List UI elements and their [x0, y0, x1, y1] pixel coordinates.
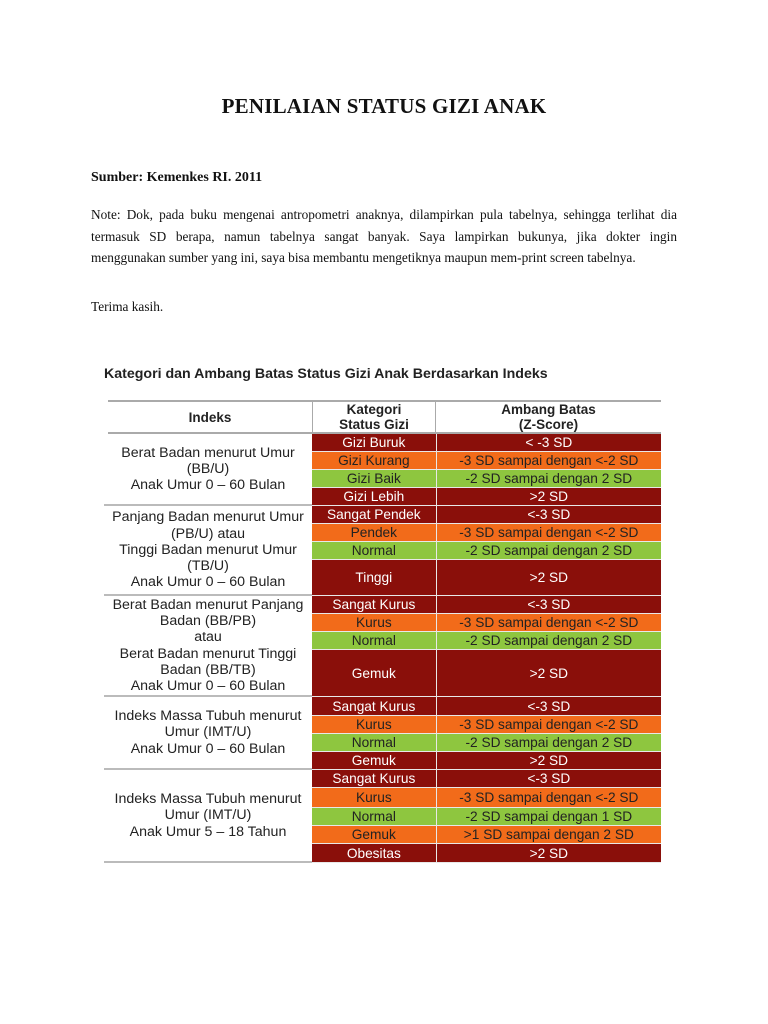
indeks-line: (TB/U) [187, 558, 229, 575]
indeks-cell [104, 434, 312, 506]
header-indeks-label: Indeks [188, 409, 232, 425]
table-row [312, 434, 661, 452]
kategori-cell: Gemuk [312, 752, 437, 769]
ambang-cell: >2 SD [437, 560, 661, 595]
kategori-cell: Gizi Buruk [312, 434, 437, 451]
table-row [312, 632, 661, 650]
table-row [312, 614, 661, 632]
ambang-cell: >2 SD [437, 752, 661, 769]
ambang-cell: >2 SD [437, 844, 661, 862]
ambang-cell: <-3 SD [437, 770, 661, 787]
ambang-cell: -3 SD sampai dengan <-2 SD [437, 524, 661, 541]
kategori-cell: Kurus [312, 614, 437, 631]
ambang-cell: -2 SD sampai dengan 1 SD [437, 808, 661, 825]
table-row [312, 752, 661, 770]
kategori-cell: Gemuk [312, 826, 437, 843]
table-row [312, 697, 661, 716]
table-row [312, 470, 661, 488]
indeks-line: Umur (IMT/U) [164, 807, 252, 824]
indeks-line: Anak Umur 0 – 60 Bulan [130, 740, 286, 757]
indeks-line: (PB/U) atau [170, 525, 246, 542]
kategori-cell: Sangat Pendek [312, 506, 437, 523]
header-ambang [436, 400, 661, 434]
table-row [312, 808, 661, 826]
table-row [312, 650, 661, 697]
indeks-line: Tinggi Badan menurut Umur [119, 541, 297, 558]
indeks-cell [104, 697, 312, 770]
indeks-line: atau [194, 629, 222, 646]
header-indeks [108, 400, 312, 434]
table-row [312, 844, 661, 863]
indeks-line: Anak Umur 0 – 60 Bulan [130, 678, 286, 695]
kategori-cell: Gemuk [312, 650, 437, 696]
thanks-text: Terima kasih. [91, 299, 164, 314]
indeks-line: Berat Badan menurut Tinggi [119, 645, 297, 662]
indeks-line: Umur (IMT/U) [164, 724, 252, 741]
ambang-cell: -2 SD sampai dengan 2 SD [437, 734, 661, 751]
ambang-cell: -2 SD sampai dengan 2 SD [437, 632, 661, 649]
kategori-cell: Gizi Baik [312, 470, 437, 487]
indeks-line: Panjang Badan menurut Umur [112, 509, 304, 526]
table-row [312, 826, 661, 844]
ambang-cell: -3 SD sampai dengan <-2 SD [437, 452, 661, 469]
header-ambang-line2: (Z-Score) [518, 417, 579, 432]
table-row [312, 788, 661, 808]
ambang-cell: <-3 SD [437, 506, 661, 523]
indeks-line: Anak Umur 0 – 60 Bulan [130, 574, 286, 591]
indeks-line: Berat Badan menurut Panjang [112, 596, 304, 613]
kategori-cell: Sangat Kurus [312, 697, 437, 715]
kategori-cell: Kurus [312, 788, 437, 807]
kategori-cell: Gizi Lebih [312, 488, 437, 505]
kategori-cell: Sangat Kurus [312, 770, 437, 787]
kategori-cell: Obesitas [312, 844, 437, 862]
table-row [312, 524, 661, 542]
header-ambang-line1: Ambang Batas [501, 402, 596, 417]
ambang-cell: >1 SD sampai dengan 2 SD [437, 826, 661, 843]
header-kategori-line1: Kategori [346, 402, 402, 417]
indeks-cell [104, 506, 312, 596]
source-citation: Sumber: Kemenkes RI. 2011 [91, 170, 263, 185]
indeks-line: Berat Badan menurut Umur [121, 444, 295, 461]
indeks-line: (BB/U) [186, 460, 230, 477]
page-title: PENILAIAN STATUS GIZI ANAK [221, 94, 547, 118]
indeks-line: Indeks Massa Tubuh menurut [114, 791, 302, 808]
indeks-cell [104, 770, 312, 863]
header-kategori [312, 400, 436, 434]
table-row [312, 542, 661, 560]
indeks-cell [104, 596, 312, 697]
indeks-line: Indeks Massa Tubuh menurut [114, 708, 302, 725]
ambang-cell: <-3 SD [437, 596, 661, 613]
nutrition-status-table-image [104, 360, 664, 866]
header-kategori-line2: Status Gizi [339, 417, 409, 432]
ambang-cell: -3 SD sampai dengan <-2 SD [437, 716, 661, 733]
kategori-cell: Pendek [312, 524, 437, 541]
ambang-cell: -3 SD sampai dengan <-2 SD [437, 614, 661, 631]
table-row [312, 734, 661, 752]
table-row [312, 770, 661, 788]
table-row [312, 716, 661, 734]
note-paragraph: Note: Dok, pada buku mengenai antropometri anaknya, dilampirkan pula tabelnya, sehingga terlihat dia termasuk SD berapa, namun tabelnya sangat banyak. Saya lampirkan bukunya, jika dokter ingin menggunakan sumber yang ini, saya bisa membantu mengetiknya maupun mem-print screen tabelnya. [91, 207, 677, 265]
ambang-cell: >2 SD [437, 650, 661, 696]
ambang-cell: -3 SD sampai dengan <-2 SD [437, 788, 661, 807]
table-row [312, 596, 661, 614]
kategori-cell: Sangat Kurus [312, 596, 437, 613]
indeks-line: Badan (BB/PB) [159, 612, 257, 629]
table-row [312, 488, 661, 506]
kategori-cell: Kurus [312, 716, 437, 733]
ambang-cell: >2 SD [437, 488, 661, 505]
kategori-cell: Normal [312, 542, 437, 559]
table-title: Kategori dan Ambang Batas Status Gizi Anak Berdasarkan Indeks [104, 366, 548, 382]
table-row [312, 452, 661, 470]
indeks-line: Anak Umur 5 – 18 Tahun [129, 823, 287, 840]
kategori-cell: Tinggi [312, 560, 437, 595]
ambang-cell: -2 SD sampai dengan 2 SD [437, 542, 661, 559]
table-row [312, 560, 661, 596]
kategori-cell: Normal [312, 632, 437, 649]
kategori-cell: Normal [312, 808, 437, 825]
ambang-cell: < -3 SD [437, 434, 661, 451]
kategori-cell: Normal [312, 734, 437, 751]
table-row [312, 506, 661, 524]
ambang-cell: <-3 SD [437, 697, 661, 715]
ambang-cell: -2 SD sampai dengan 2 SD [437, 470, 661, 487]
kategori-cell: Gizi Kurang [312, 452, 437, 469]
indeks-line: Badan (BB/TB) [160, 661, 256, 678]
indeks-line: Anak Umur 0 – 60 Bulan [130, 477, 286, 494]
